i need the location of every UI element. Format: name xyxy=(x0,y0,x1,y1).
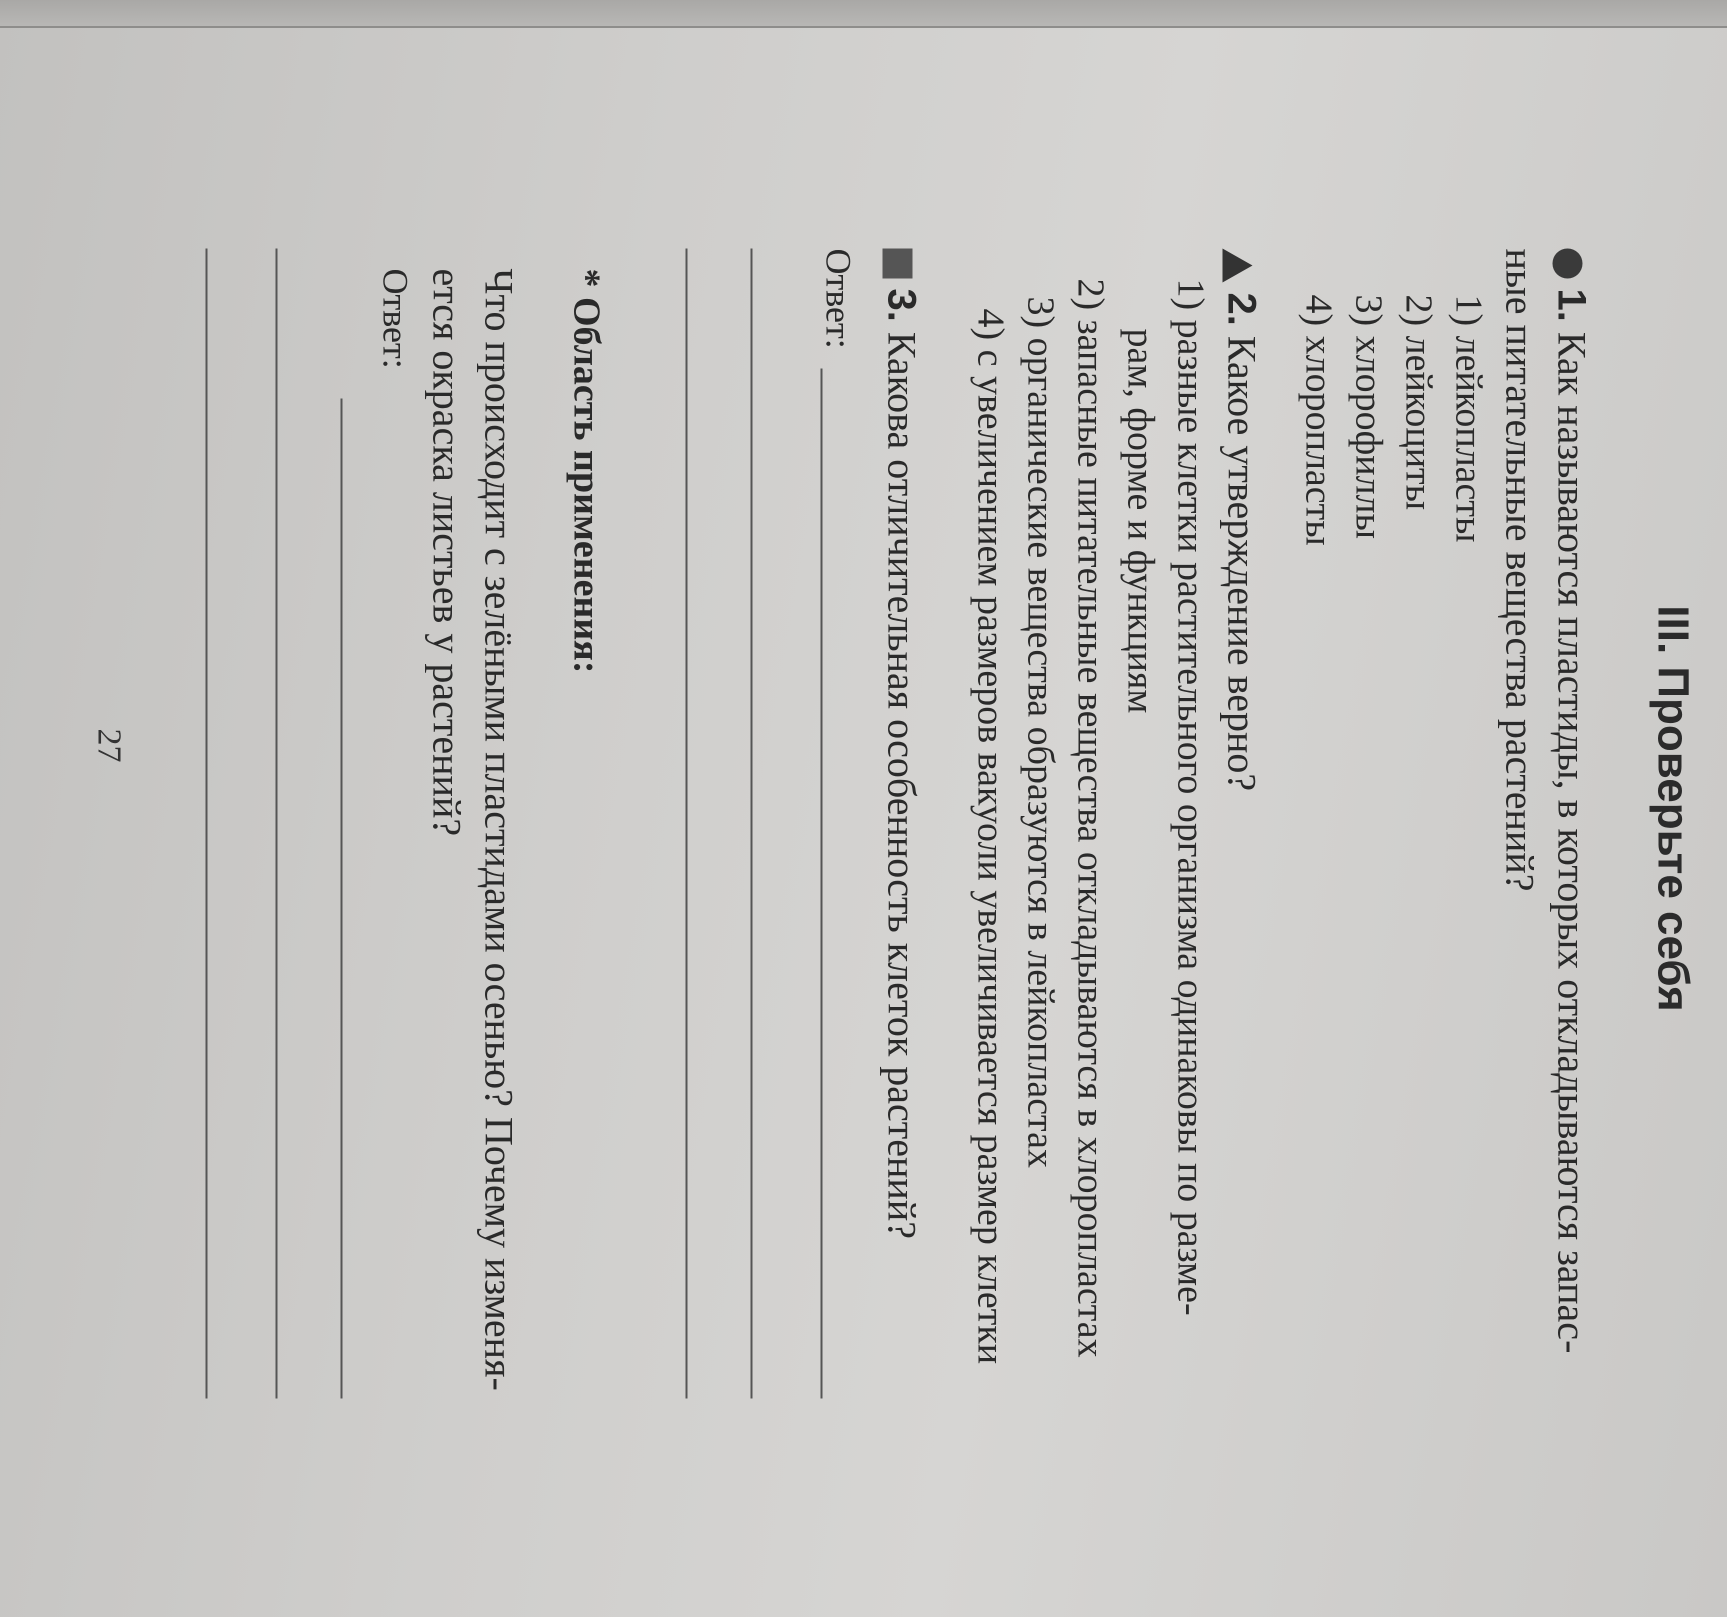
answer-line xyxy=(340,399,342,1399)
question-2-option-1-line-1: 1) разные клетки растительного организма одинаковы по разме- xyxy=(1169,278,1211,1316)
application-question-line-2: ется окраска листьев у растений? xyxy=(424,268,469,837)
page-number: 27 xyxy=(90,728,127,763)
question-1 xyxy=(1293,249,1597,1354)
application-section xyxy=(370,269,612,1391)
page-top-edge xyxy=(0,0,1727,28)
question-1-options xyxy=(1293,249,1493,1354)
question-2-option-4: 4) с увеличением размеров вакуоли увеличивается размер клетки xyxy=(969,308,1011,1365)
triangle-marker-icon xyxy=(1222,249,1252,283)
application-question-line-1: Что происходит с зелёными пластидами осенью? Почему изменя- xyxy=(476,268,521,1391)
question-3 xyxy=(813,249,927,1240)
question-1-line-1 xyxy=(1545,249,1597,1354)
question-2-number: 2. xyxy=(1219,292,1263,326)
question-3-answer-label: Ответ: xyxy=(818,248,858,349)
question-2-option-1-line-2: рам, форме и функциям xyxy=(1119,328,1161,714)
question-2 xyxy=(965,249,1267,1365)
question-1-option: 3) хлорофиллы xyxy=(1347,294,1389,540)
question-2-options xyxy=(965,249,1215,1365)
question-3-text: Какова отличительная особенность клеток растений? xyxy=(879,331,924,1239)
question-1-number: 1. xyxy=(1549,288,1593,322)
square-marker-icon xyxy=(882,249,912,279)
circle-marker-icon xyxy=(1552,249,1582,279)
application-answer-label: Ответ: xyxy=(375,268,415,369)
workbook-page xyxy=(0,109,1727,1509)
section-header: III. Проверьте себя xyxy=(1648,605,1697,1012)
question-2-option-3: 3) органические вещества образуются в лейкопластах xyxy=(1019,296,1061,1168)
question-1-option: 4) хлоропласты xyxy=(1297,294,1339,546)
question-1-option: 2) лейкоциты xyxy=(1397,294,1439,511)
question-2-option-2: 2) запасные питательные вещества откладываются в хлоропластах xyxy=(1069,278,1111,1358)
question-3-line xyxy=(875,249,927,1240)
answer-line xyxy=(685,249,687,1399)
question-1-text-line-2: ные питательные вещества растений? xyxy=(1497,248,1542,892)
question-1-text-line-1: Как называются пластиды, в которых откладываются запас- xyxy=(1549,331,1594,1354)
question-2-line xyxy=(1215,249,1267,1365)
answer-line xyxy=(275,249,277,1399)
question-3-number: 3. xyxy=(879,288,923,322)
answer-line xyxy=(750,249,752,1399)
application-title: * Область применения: xyxy=(565,268,607,674)
question-2-text: Какое утверждение верно? xyxy=(1219,335,1264,792)
answer-line xyxy=(820,369,822,1399)
question-1-option: 1) лейкопласты xyxy=(1447,294,1489,543)
answer-line xyxy=(205,249,207,1399)
